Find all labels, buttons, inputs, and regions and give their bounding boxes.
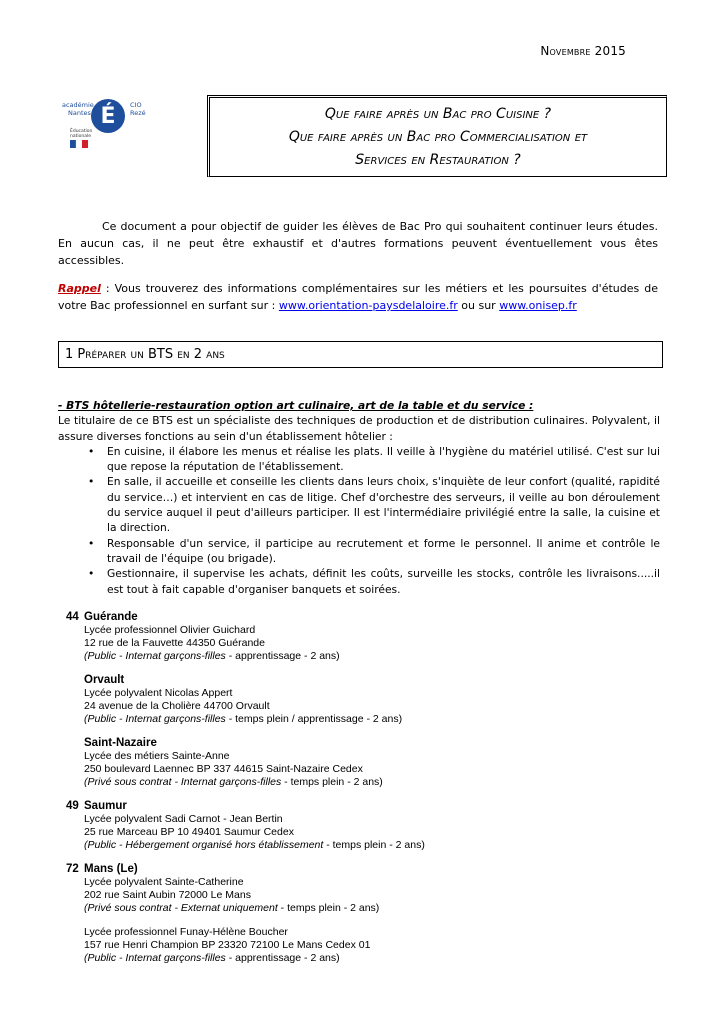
svg-text:Éducation: Éducation bbox=[70, 129, 93, 134]
city-heading: 44 Guérande bbox=[66, 611, 138, 623]
school-status: (Public - Internat garçons-filles - temps plein / apprentissage - 2 ans) bbox=[84, 713, 403, 725]
school-address: 12 rue de la Fauvette 44350 Guérande bbox=[84, 637, 265, 649]
orientation-link[interactable]: www.orientation-paysdelaloire.fr bbox=[278, 299, 458, 312]
document-title-box bbox=[207, 95, 667, 177]
dept-number: 44 bbox=[66, 611, 79, 623]
school-name: Lycée polyvalent Nicolas Appert bbox=[84, 687, 233, 699]
title-line-2: Que faire après un Bac pro Commercialisation et bbox=[288, 128, 588, 145]
rappel-text: : Vous trouverez des informations complémentaires sur les métiers et les poursuites d'études de votre Bac professionnel en surfant sur : bbox=[58, 282, 658, 312]
intro-section bbox=[58, 218, 658, 314]
list-item: • Responsable d'un service, il participe au recrutement et forme le personnel. Il anime et contrôle le travail de l'équipe (ou brigade). bbox=[107, 536, 660, 567]
list-item: • Gestionnaire, il supervise les achats, définit les coûts, surveille les stocks, contrôle les livraisons.....il est tout à fait capable d'organiser banquets et soirées. bbox=[107, 566, 660, 597]
title-line-1: Que faire après un Bac pro Cuisine ? bbox=[324, 105, 552, 122]
svg-text:Nantes: Nantes bbox=[68, 109, 91, 117]
bts-duties-list bbox=[58, 444, 660, 597]
city-heading: 49 Saumur bbox=[66, 800, 127, 812]
school-address: 157 rue Henri Champion BP 23320 72100 Le Mans Cedex 01 bbox=[84, 939, 371, 951]
dept-number: 49 bbox=[66, 800, 79, 812]
onisep-link[interactable]: www.onisep.fr bbox=[499, 299, 577, 312]
academie-nantes-logo bbox=[60, 98, 170, 156]
city-heading: 72 Mans (Le) bbox=[66, 863, 138, 875]
section-title: 1 Préparer un BTS en 2 ans bbox=[65, 347, 225, 362]
bts-intro-text: Le titulaire de ce BTS est un spécialiste des techniques de production et de distribution culinaires. Polyvalent, il assure diverses fonctions au sein d'un établissement hôtelier : bbox=[58, 414, 660, 443]
school-status: (Public - Internat garçons-filles - apprentissage - 2 ans) bbox=[84, 952, 340, 964]
list-item: • En salle, il accueille et conseille les clients dans leurs choix, s'inquiète de leur confort (qualité, rapidité du service…) et intervient en cas de litige. Chef d'orchestre des serveurs, il veille au bon déroulement du service auquel il peut d'ailleurs participer. Il est l'intermédiaire privilégié entre la salle, la cuisine et la direction. bbox=[107, 474, 660, 535]
school-status: (Privé sous contrat - Internat garçons-filles - temps plein - 2 ans) bbox=[84, 776, 383, 788]
section-heading-bts bbox=[58, 341, 663, 368]
svg-text:nationale: nationale bbox=[70, 134, 92, 139]
school-address: 24 avenue de la Cholière 44700 Orvault bbox=[84, 700, 270, 712]
school-address: 250 boulevard Laennec BP 337 44615 Saint-Nazaire Cedex bbox=[84, 763, 363, 775]
schools-list bbox=[66, 611, 626, 965]
school-status: (Public - Internat garçons-filles - apprentissage - 2 ans) bbox=[84, 650, 340, 662]
school-address: 202 rue Saint Aubin 72000 Le Mans bbox=[84, 889, 251, 901]
school-name: Lycée des métiers Sainte-Anne bbox=[84, 750, 230, 762]
svg-text:É: É bbox=[100, 104, 116, 129]
rappel-label: Rappel bbox=[58, 282, 101, 295]
school-name: Lycée polyvalent Sainte-Catherine bbox=[84, 876, 244, 888]
or-text: ou sur bbox=[457, 299, 500, 312]
city-heading: Saint-Nazaire bbox=[84, 737, 157, 749]
dept-number: 72 bbox=[66, 863, 79, 875]
list-item: • En cuisine, il élabore les menus et réalise les plats. Il veille à l'hygiène du matériel utilisé. C'est sur lui que repose la réputation de l'établissement. bbox=[107, 444, 660, 475]
rappel-paragraph bbox=[58, 280, 658, 314]
school-status: (Privé sous contrat - Externat uniquement - temps plein - 2 ans) bbox=[84, 902, 380, 914]
title-line-3: Services en Restauration ? bbox=[355, 151, 521, 168]
school-name: Lycée polyvalent Sadi Carnot - Jean Bertin bbox=[84, 813, 283, 825]
school-status: (Public - Hébergement organisé hors établissement - temps plein - 2 ans) bbox=[84, 839, 425, 851]
bts-title: - BTS hôtellerie-restauration option art culinaire, art de la table et du service : bbox=[58, 399, 534, 412]
document-date: Novembre 2015 bbox=[540, 44, 626, 58]
school-name: Lycée professionnel Olivier Guichard bbox=[84, 624, 256, 636]
school-address: 25 rue Marceau BP 10 49401 Saumur Cedex bbox=[84, 826, 294, 838]
bts-description bbox=[58, 398, 660, 597]
svg-text:CIO: CIO bbox=[130, 101, 142, 109]
svg-text:Rezé: Rezé bbox=[130, 109, 146, 117]
school-name: Lycée professionnel Funay-Hélène Boucher bbox=[84, 926, 288, 938]
city-heading: Orvault bbox=[84, 674, 125, 686]
intro-paragraph: Ce document a pour objectif de guider les élèves de Bac Pro qui souhaitent continuer leurs études. En aucun cas, il ne peut être exhaustif et d'autres formations peuvent éventuellement vous êtes accessibles. bbox=[58, 220, 658, 267]
svg-text:académie: académie bbox=[62, 101, 94, 109]
